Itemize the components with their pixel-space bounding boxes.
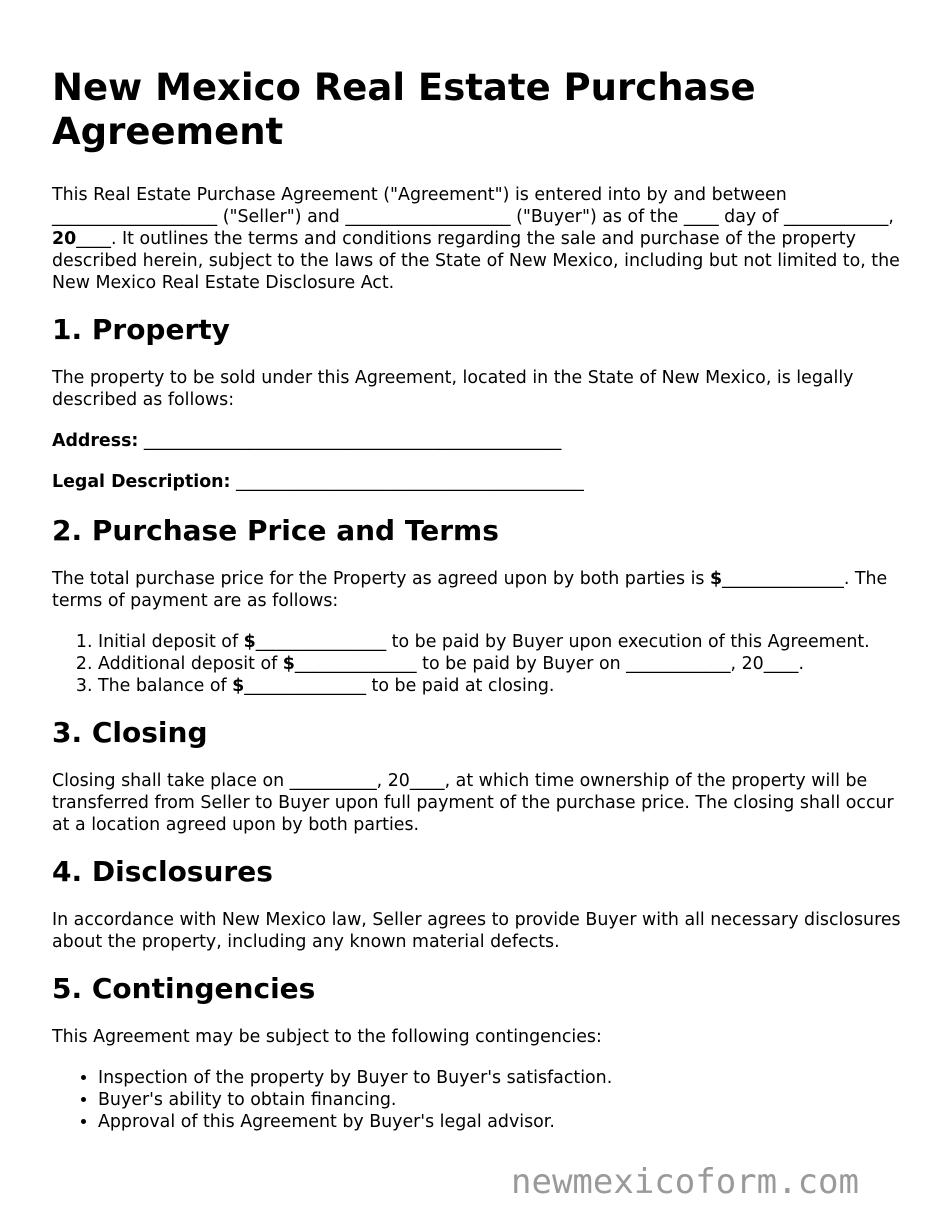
section-purchase-price <box>52 514 902 697</box>
section-closing <box>52 716 902 836</box>
payment-term-dollar: $ <box>282 654 295 674</box>
intro-text-end: ____. It outlines the terms and conditions regarding the sale and purchase of the property described herein, subject to the laws of the State of New Mexico, including but not limited to, the New Mexico Real Estate Disclosure Act. <box>52 229 900 293</box>
closing-text: Closing shall take place on __________, 20____, at which time ownership of the property will be transferred from Seller to Buyer upon full payment of the purchase price. The closing shall occur at a location agreed upon by both parties. <box>52 771 894 835</box>
purchase-price-dollar: $ <box>710 569 723 589</box>
payment-terms-list <box>52 631 902 697</box>
payment-term-blank: _______________ to be paid by Buyer upon execution of this Agreement. <box>255 632 870 652</box>
section-heading-contingencies: 5. Contingencies <box>52 972 316 1005</box>
payment-term-text: The balance of <box>98 676 233 696</box>
payment-term-dollar: $ <box>232 676 245 696</box>
legal-description-label: Legal Description: <box>52 472 231 492</box>
contingency-item: • Buyer's ability to obtain financing. <box>98 1089 902 1111</box>
contingencies-list <box>52 1067 902 1133</box>
contingencies-text: This Agreement may be subject to the following contingencies: <box>52 1027 602 1047</box>
payment-term-dollar: $ <box>243 632 256 652</box>
document-title: New Mexico Real Estate Purchase Agreement <box>52 66 756 153</box>
section-heading-purchase-price: 2. Purchase Price and Terms <box>52 514 499 547</box>
section-heading-closing: 3. Closing <box>52 716 208 749</box>
address-field <box>52 430 902 452</box>
intro-text-start: This Real Estate Purchase Agreement ("Agreement") is entered into by and between ___________________ ("Seller") and ___________________ ("Buyer") as of the ____ day of ____________, <box>52 185 894 227</box>
contingency-item: • Approval of this Agreement by Buyer's legal advisor. <box>98 1111 902 1133</box>
disclosures-text: In accordance with New Mexico law, Seller agrees to provide Buyer with all necessary disclosures about the property, including any known material defects. <box>52 910 901 952</box>
property-description: The property to be sold under this Agreement, located in the State of New Mexico, is legally described as follows: <box>52 368 854 410</box>
document-page <box>52 66 902 1152</box>
contingency-item: • Inspection of the property by Buyer to Buyer's satisfaction. <box>98 1067 902 1089</box>
address-label: Address: <box>52 431 139 451</box>
purchase-price-text <box>52 568 902 612</box>
site-watermark: newmexicoform.com <box>511 1162 859 1202</box>
section-disclosures <box>52 855 902 953</box>
payment-term-blank: ______________ to be paid at closing. <box>244 676 555 696</box>
section-heading-property: 1. Property <box>52 313 230 346</box>
payment-term-item <box>98 631 902 653</box>
payment-term-text: Initial deposit of <box>98 632 244 652</box>
section-property <box>52 313 902 493</box>
payment-term-item <box>98 653 902 675</box>
payment-term-text: Additional deposit of <box>98 654 283 674</box>
section-heading-disclosures: 4. Disclosures <box>52 855 273 888</box>
payment-term-blank: ______________ to be paid by Buyer on ____________, 20____. <box>294 654 805 674</box>
intro-year-bold: 20 <box>52 229 77 249</box>
purchase-price-text-end: ______________. The terms of payment are as follows: <box>52 569 888 611</box>
section-contingencies <box>52 972 902 1133</box>
purchase-price-text-start: The total purchase price for the Property as agreed upon by both parties is <box>52 569 710 589</box>
legal-description-field <box>52 471 902 493</box>
legal-description-blank[interactable]: ________________________________________ <box>230 472 584 492</box>
payment-term-item <box>98 675 902 697</box>
address-blank[interactable]: ________________________________________________ <box>138 431 562 451</box>
intro-paragraph <box>52 184 902 294</box>
